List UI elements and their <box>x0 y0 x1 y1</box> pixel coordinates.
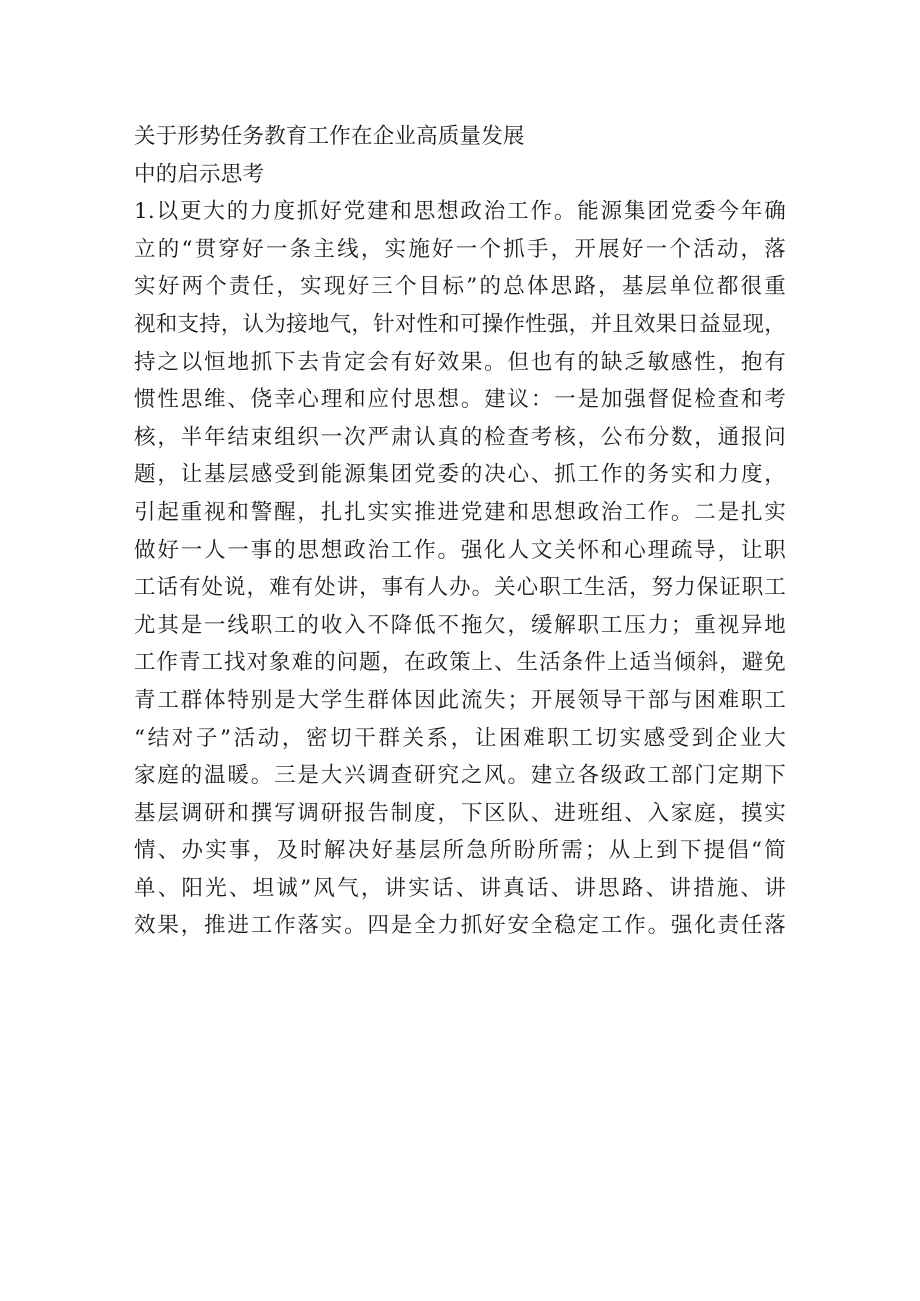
body-line-12: 尤其是一线职工的收入不降低不拖欠，缓解职工压力；重视异地 <box>134 612 786 638</box>
body-line-1: 1.以更大的力度抓好党建和思想政治工作。能源集团党委今年确 <box>134 199 786 225</box>
body-line-4: 视和支持，认为接地气，针对性和可操作性强，并且效果日益显现， <box>134 311 786 337</box>
body-line-18: 情、办实事，及时解决好基层所急所盼所需；从上到下提倡“简 <box>134 838 786 864</box>
body-line-11: 工话有处说，难有处讲，事有人办。关心职工生活，努力保证职工 <box>134 575 786 601</box>
body-line-8: 题，让基层感受到能源集团党委的决心、抓工作的务实和力度， <box>134 462 786 488</box>
body-line-16: 家庭的温暖。三是大兴调查研究之风。建立各级政工部门定期下 <box>134 763 786 789</box>
document-title-line-1: 关于形势任务教育工作在企业高质量发展 <box>134 124 525 149</box>
body-line-20: 效果，推进工作落实。四是全力抓好安全稳定工作。强化责任落 <box>134 913 786 939</box>
body-line-10: 做好一人一事的思想政治工作。强化人文关怀和心理疏导，让职 <box>134 537 786 563</box>
body-line-2: 立的“贯穿好一条主线，实施好一个抓手，开展好一个活动，落 <box>134 236 786 262</box>
document-content <box>134 118 786 945</box>
body-line-9: 引起重视和警醒，扎扎实实推进党建和思想政治工作。二是扎实 <box>134 499 786 525</box>
body-line-6: 惯性思维、侥幸心理和应付思想。建议：一是加强督促检查和考 <box>134 387 786 413</box>
body-line-5: 持之以恒地抓下去肯定会有好效果。但也有的缺乏敏感性，抱有 <box>134 349 786 375</box>
body-line-14: 青工群体特别是大学生群体因此流失；开展领导干部与困难职工 <box>134 687 786 713</box>
body-line-15: “结对子”活动，密切干群关系，让困难职工切实感受到企业大 <box>134 725 786 751</box>
body-line-7: 核，半年结束组织一次严肃认真的检查考核，公布分数，通报问 <box>134 424 786 450</box>
body-line-3: 实好两个责任，实现好三个目标”的总体思路，基层单位都很重 <box>134 274 786 300</box>
body-line-13: 工作青工找对象难的问题，在政策上、生活条件上适当倾斜，避免 <box>134 650 786 676</box>
document-title-line-2: 中的启示思考 <box>134 161 265 187</box>
body-line-17: 基层调研和撰写调研报告制度，下区队、进班组、入家庭，摸实 <box>134 800 786 826</box>
body-line-19: 单、阳光、坦诚”风气，讲实话、讲真话、讲思路、讲措施、讲 <box>134 875 786 901</box>
